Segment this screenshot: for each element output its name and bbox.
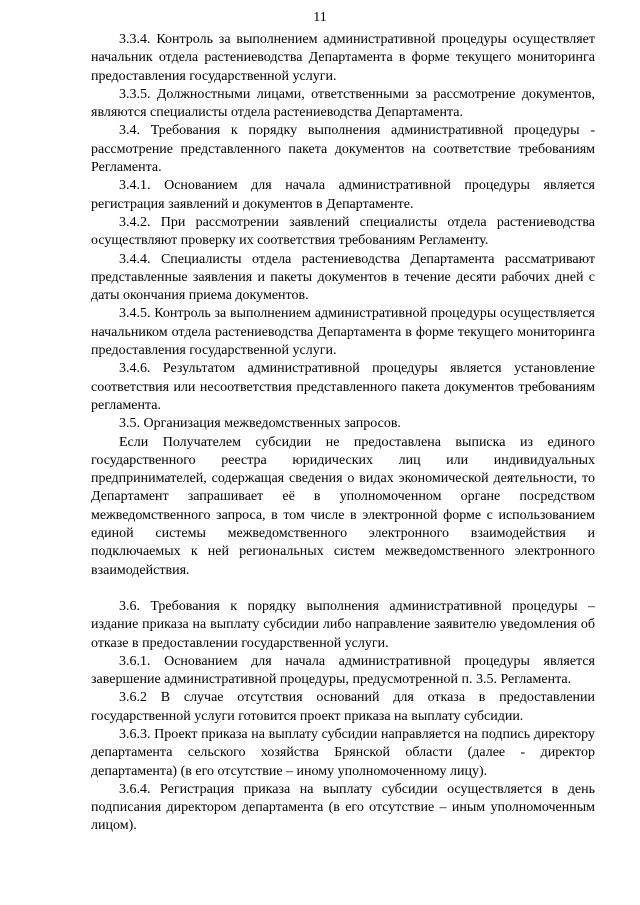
paragraph-3-4-4: 3.4.4. Специалисты отдела растениеводства Департамента рассматривают представленные заявления и пакеты документов в течение десяти рабочих дней с даты окончания приема документов. <box>91 251 595 304</box>
paragraph-3-5-body: Если Получателем субсидии не предоставлена выписка из единого государственного реестра юридических лиц или индивидуальных предпринимателей, содержащая сведения о видах экономической деятельности, то Департамент запрашивает её в уполномоченном органе посредством межведомственного запроса, в том числе в электронной форме с использованием единой системы межведомственного электронного взаимодействия и подключаемых к ней региональных систем межведомственного электронного взаимодействия. <box>91 434 595 578</box>
paragraph-3-6-1: 3.6.1. Основанием для начала административной процедуры является завершение административной процедуры, предусмотренной п. 3.5. Регламента. <box>91 653 595 688</box>
paragraph-3-5: 3.5. Организация межведомственных запросов. <box>119 416 401 432</box>
paragraph-3-6-4: 3.6.4. Регистрация приказа на выплату субсидии осуществляется в день подписания директором департамента (в его отсутствие – иным уполномоченным лицом). <box>91 781 595 834</box>
paragraph-3-4-5: 3.4.5. Контроль за выполнением административной процедуры осуществляется начальником отдела растениеводства Департамента в форме текущего мониторинга предоставления государственной услуги. <box>91 306 595 359</box>
page-number: 11 <box>313 10 327 25</box>
paragraph-3-6-2: 3.6.2 В случае отсутствия оснований для отказа в предоставлении государственной услуги готовится проект приказа на выплату субсидии. <box>91 690 595 724</box>
paragraph-3-3-5: 3.3.5. Должностными лицами, ответственными за рассмотрение документов, являются специалисты отдела растениеводства Департамента. <box>91 86 595 121</box>
document-body <box>91 31 595 836</box>
paragraph-3-4-6: 3.4.6. Результатом административной процедуры является установление соответствия или несоответствия представленного пакета документов требованиям регламента. <box>91 361 595 413</box>
paragraph-3-6-3: 3.6.3. Проект приказа на выплату субсидии направляется на подпись директору департамента сельского хозяйства Брянской области (далее - директор департамента) (в его отсутствие – иному уполномоченному лицу). <box>91 726 595 779</box>
paragraph-3-4: 3.4. Требования к порядку выполнения административной процедуры - рассмотрение представленного пакета документов на соответствие требованиям Регламента. <box>91 123 595 176</box>
paragraph-3-4-2: 3.4.2. При рассмотрении заявлений специалисты отдела растениеводства осуществляют проверку их соответствия требованиям Регламенту. <box>91 214 595 249</box>
paragraph-3-4-1: 3.4.1. Основанием для начала административной процедуры является регистрация заявлений и документов в Департаменте. <box>91 178 595 212</box>
paragraph-3-3-4: 3.3.4. Контроль за выполнением административной процедуры осуществляет начальник отдела растениеводства Департамента в форме текущего мониторинга предоставления государственной услуги. <box>91 32 595 84</box>
paragraph-3-6: 3.6. Требования к порядку выполнения административной процедуры – издание приказа на выплату субсидии либо направление заявителю уведомления об отказе в предоставлении государственной услуги. <box>91 598 595 651</box>
